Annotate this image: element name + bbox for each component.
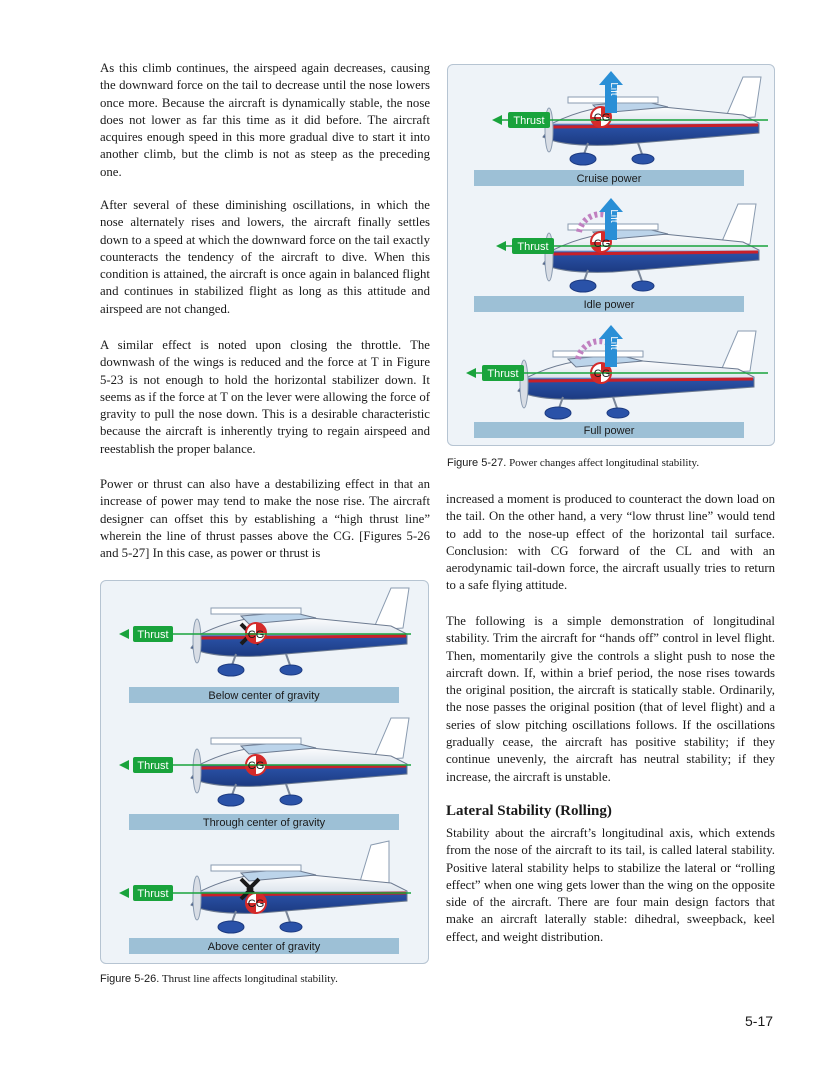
lift-label: Lift <box>608 336 619 350</box>
figure-5-26-caption <box>100 973 440 985</box>
page-number: 5-17 <box>745 1013 774 1029</box>
figure-5-27-caption <box>447 457 787 469</box>
figure-5-26 <box>100 580 429 964</box>
airplane-drawing <box>191 588 409 676</box>
panel-above-cg <box>119 841 411 954</box>
panel-idle-power <box>474 198 768 312</box>
cg-label: CG <box>247 898 265 910</box>
airplane-drawing <box>543 77 761 165</box>
lift-label: Lift <box>608 209 619 223</box>
panel-label: Full power <box>583 425 635 437</box>
paragraph-closing-throttle: A similar effect is noted upon closing the throttle. The downwash of the wings is reduced and the force at T in Figure 5-23 is not enough to hold the horizontal stabilizer down. It seems as if the force at T on the lever were allowing the force of gravity to pull the nose down. This is a desirable characteristic because the aircraft is inherently trying to regain airspeed and reestablish the proper balance. <box>100 338 430 456</box>
thrust-label: Thrust <box>517 241 549 253</box>
airplane-drawing <box>543 204 759 292</box>
panel-full-power <box>466 325 768 438</box>
panel-label: Above center of gravity <box>207 941 321 953</box>
thrust-label: Thrust <box>513 115 545 127</box>
figure-5-27-illustration <box>448 65 774 445</box>
panel-cruise-power <box>474 71 768 186</box>
heading-lateral-stability: Lateral Stability (Rolling) <box>446 803 612 819</box>
panel-through-cg <box>119 718 411 830</box>
paragraph-diminishing-oscillations: After several of these diminishing oscillations, in which the nose alternately rises and lowers, the aircraft finally settles down to a speed at which the downward force on the tail exactly counteracts the tendency of the aircraft to dive. When this condition is attained, the aircraft is once again in balanced flight and continues in stabilized flight as long as this attitude and airspeed are not changed. <box>100 198 430 316</box>
thrust-label: Thrust <box>137 888 169 900</box>
panel-below-cg <box>119 588 411 703</box>
paragraph-thrust-moment: increased a moment is produced to counteract the down load on the tail. On the other hand, a very “low thrust line” would tend to add to the nose-up effect of the horizontal tail surface. Conclusion: with CG forward of the CL and with an aerodynamic tail-down force, the aircraft usually tries to return to a safe flying attitude. <box>446 492 775 593</box>
caption-text: Thrust line affects longitudinal stability. <box>161 973 338 985</box>
thrust-label: Thrust <box>487 368 519 380</box>
airplane-drawing <box>518 331 756 419</box>
figure-5-27 <box>447 64 775 446</box>
cg-label: CG <box>247 629 265 641</box>
caption-text: Power changes affect longitudinal stability. <box>509 457 700 469</box>
thrust-label: Thrust <box>137 629 169 641</box>
thrust-label: Thrust <box>137 760 169 772</box>
paragraph-power-thrust: Power or thrust can also have a destabilizing effect in that an increase of power may tend to make the nose rise. The aircraft designer can offset this by establishing a “high thrust line” wherein the line of thrust passes above the CG. [Figures 5-26 and 5-27] In this case, as power or thrust is <box>100 477 430 561</box>
panel-label: Through center of gravity <box>202 817 326 829</box>
cg-label: CG <box>593 112 611 124</box>
paragraph-climb-continues: As this climb continues, the airspeed again decreases, causing the downward force on the tail to decrease until the nose lowers once more. Because the aircraft is dynamically stable, the nose does not lower as far this time as it did before. The aircraft acquires enough speed in this more gradual dive to start it into another climb, but the climb is not as steep as the preceding one. <box>100 61 430 179</box>
panel-label: Cruise power <box>576 173 642 185</box>
figure-5-26-illustration <box>101 581 428 963</box>
cg-label: CG <box>593 238 611 250</box>
paragraph-lateral-stability: Stability about the aircraft’s longitudinal axis, which extends from the nose of the aircraft to its tail, is called lateral stability. Positive lateral stability helps to stabilize the lateral or “rolling effect” when one wing gets lower than the wing on the opposite side of the aircraft. There are four main design factors that make an aircraft laterally stable: dihedral, sweepback, keel effect, and weight distribution. <box>446 826 775 944</box>
paragraph-demonstration: The following is a simple demonstration of longitudinal stability. Trim the aircraft for “hands off” control in level flight. Then, momentarily give the controls a slight push to nose the aircraft down. If, within a brief period, the nose rises towards the original position, the aircraft is statically stable. Ordinarily, the nose passes the original position (that of level flight) and a series of slow pitching oscillations follows. If the oscillations gradually cease, the aircraft has positive stability; if they continue unevenly, the aircraft has neutral stability; if they increase, the aircraft is unstable. <box>446 614 775 784</box>
cg-label: CG <box>247 760 265 772</box>
figure-number: Figure 5-27. <box>447 457 507 469</box>
panel-label: Idle power <box>583 299 635 311</box>
panel-label: Below center of gravity <box>208 690 320 702</box>
cg-label: CG <box>593 368 611 380</box>
lift-label: Lift <box>608 82 619 96</box>
figure-number: Figure 5-26. <box>100 973 160 985</box>
airplane-drawing <box>191 841 407 933</box>
airplane-drawing <box>191 718 409 806</box>
